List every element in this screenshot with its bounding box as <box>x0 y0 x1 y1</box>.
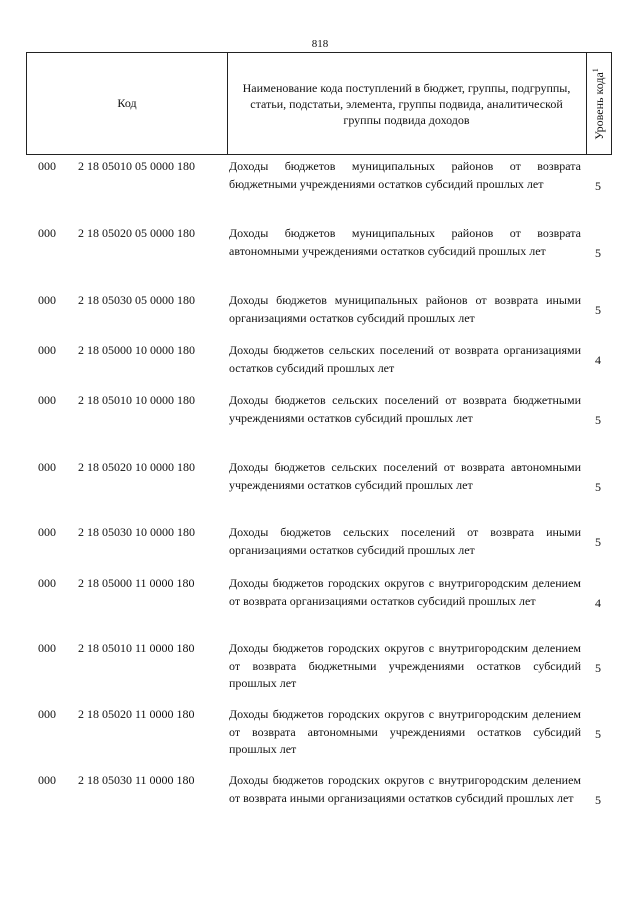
row-level: 5 <box>595 661 601 675</box>
row-admin-code: 000 <box>38 159 56 173</box>
row-level: 5 <box>595 535 601 549</box>
row-description: Доходы бюджетов сельских поселений от возврата бюджетными учреждениями остатков субсидий прошлых лет <box>229 393 581 425</box>
row-budget-code: 2 18 05030 05 0000 180 <box>78 293 195 307</box>
row-admin-code: 000 <box>38 641 56 655</box>
row-budget-code: 2 18 05010 10 0000 180 <box>78 393 195 407</box>
row-budget-code: 2 18 05010 05 0000 180 <box>78 159 195 173</box>
row-description: Доходы бюджетов городских округов с внутригородским делением от возврата бюджетными учреждениями остатков субсидий прошлых лет <box>229 641 581 690</box>
page-number: 818 <box>311 38 329 50</box>
row-description: Доходы бюджетов сельских поселений от возврата автономными учреждениями остатков субсидий прошлых лет <box>229 460 581 492</box>
row-budget-code: 2 18 05020 05 0000 180 <box>78 226 195 240</box>
header-level-text: Уровень кода <box>592 71 607 140</box>
header-name: Наименование кода поступлений в бюджет, группы, подгруппы, статьи, подстатьи, элемента, группы подвида, аналитической группы подвида доходов <box>227 53 587 154</box>
row-description: Доходы бюджетов муниципальных районов от возврата иными организациями остатков субсидий прошлых лет <box>229 293 581 325</box>
header-level-footnote: 1 <box>591 67 601 72</box>
row-budget-code: 2 18 05000 11 0000 180 <box>78 576 195 590</box>
row-budget-code: 2 18 05030 11 0000 180 <box>78 773 195 787</box>
row-description: Доходы бюджетов муниципальных районов от возврата автономными учреждениями остатков субсидий прошлых лет <box>229 226 581 258</box>
row-admin-code: 000 <box>38 460 56 474</box>
row-description: Доходы бюджетов городских округов с внутригородским делением от возврата автономными учреждениями остатков субсидий прошлых лет <box>229 707 581 756</box>
header-code: Код <box>27 53 228 154</box>
row-admin-code: 000 <box>38 773 56 787</box>
row-budget-code: 2 18 05000 10 0000 180 <box>78 343 195 357</box>
row-admin-code: 000 <box>38 576 56 590</box>
row-description: Доходы бюджетов сельских поселений от возврата иными организациями остатков субсидий прошлых лет <box>229 525 581 557</box>
row-level: 5 <box>595 413 601 427</box>
header-level <box>587 53 611 154</box>
row-description: Доходы бюджетов городских округов с внутригородским делением от возврата организациями остатков субсидий прошлых лет <box>229 576 581 608</box>
row-level: 5 <box>595 303 601 317</box>
row-budget-code: 2 18 05030 10 0000 180 <box>78 525 195 539</box>
row-admin-code: 000 <box>38 293 56 307</box>
row-admin-code: 000 <box>38 707 56 721</box>
row-admin-code: 000 <box>38 343 56 357</box>
header-level-label <box>591 68 607 140</box>
row-level: 4 <box>595 596 601 610</box>
table-header <box>26 52 612 155</box>
row-description: Доходы бюджетов городских округов с внутригородским делением от возврата иными организациями остатков субсидий прошлых лет <box>229 773 581 805</box>
row-admin-code: 000 <box>38 226 56 240</box>
row-budget-code: 2 18 05020 11 0000 180 <box>78 707 195 721</box>
row-admin-code: 000 <box>38 393 56 407</box>
row-description: Доходы бюджетов муниципальных районов от возврата бюджетными учреждениями остатков субсидий прошлых лет <box>229 159 581 191</box>
row-level: 5 <box>595 246 601 260</box>
row-admin-code: 000 <box>38 525 56 539</box>
row-level: 5 <box>595 480 601 494</box>
row-budget-code: 2 18 05020 10 0000 180 <box>78 460 195 474</box>
row-level: 5 <box>595 179 601 193</box>
row-level: 4 <box>595 353 601 367</box>
row-budget-code: 2 18 05010 11 0000 180 <box>78 641 195 655</box>
row-description: Доходы бюджетов сельских поселений от возврата организациями остатков субсидий прошлых лет <box>229 343 581 375</box>
row-level: 5 <box>595 793 601 807</box>
row-level: 5 <box>595 727 601 741</box>
